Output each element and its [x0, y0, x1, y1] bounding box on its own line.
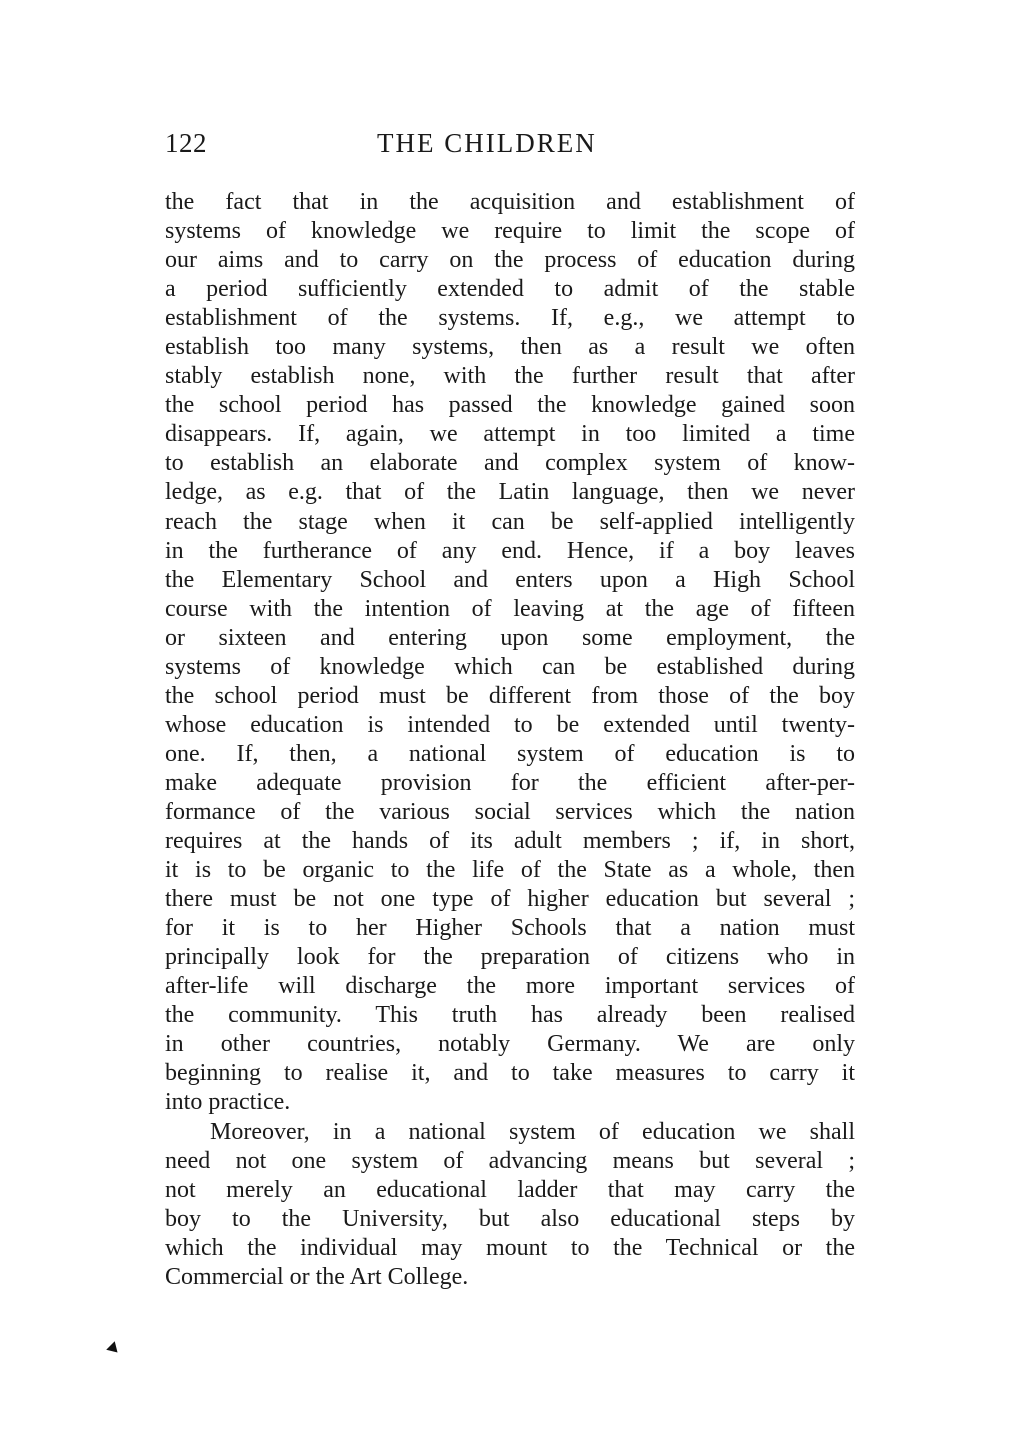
- text-line: which the individual may mount to the Technical or the: [165, 1234, 855, 1261]
- arrow-marker-icon: [106, 1341, 122, 1357]
- text-line: requires at the hands of its adult members ; if, in short,: [165, 828, 855, 855]
- body-text: [165, 188, 855, 1292]
- text-line: the Elementary School and enters upon a High School: [165, 566, 855, 593]
- text-line: establishment of the systems. If, e.g., we attempt to: [165, 305, 855, 332]
- text-line: the school period has passed the knowledge gained soon: [165, 392, 855, 419]
- text-line: one. If, then, a national system of education is to: [165, 740, 855, 767]
- paragraph-2: [165, 1118, 855, 1292]
- text-line: systems of knowledge which can be established during: [165, 653, 855, 680]
- text-line: it is to be organic to the life of the State as a whole, then: [165, 857, 855, 884]
- text-line: our aims and to carry on the process of education during: [165, 247, 855, 274]
- text-line: in the furtherance of any end. Hence, if a boy leaves: [165, 537, 855, 564]
- text-line: in other countries, notably Germany. We are only: [165, 1031, 855, 1058]
- text-line: or sixteen and entering upon some employment, the: [165, 624, 855, 651]
- text-line: formance of the various social services which the nation: [165, 798, 855, 825]
- text-line: need not one system of advancing means but several ;: [165, 1147, 855, 1174]
- page-number: 122: [165, 128, 207, 158]
- text-line: course with the intention of leaving at the age of fifteen: [165, 595, 855, 622]
- running-title: THE CHILDREN: [377, 128, 597, 158]
- text-line: for it is to her Higher Schools that a nation must: [165, 915, 855, 942]
- text-line: Moreover, in a national system of education we shall: [210, 1118, 855, 1145]
- text-line: to establish an elaborate and complex system of know-: [165, 450, 855, 477]
- page-header: [165, 128, 855, 168]
- text-line: principally look for the preparation of citizens who in: [165, 944, 855, 971]
- text-line: establish too many systems, then as a result we often: [165, 334, 855, 361]
- text-line: not merely an educational ladder that may carry the: [165, 1176, 855, 1203]
- text-line: Commercial or the Art College.: [165, 1263, 469, 1290]
- text-line: whose education is intended to be extended until twenty-: [165, 711, 855, 738]
- text-line: beginning to realise it, and to take measures to carry it: [165, 1060, 855, 1087]
- text-line: stably establish none, with the further result that after: [165, 363, 855, 390]
- text-line: into practice.: [165, 1089, 291, 1116]
- text-line: a period sufficiently extended to admit of the stable: [165, 276, 855, 303]
- text-line: the fact that in the acquisition and establishment of: [165, 189, 855, 215]
- text-line: reach the stage when it can be self-applied intelligently: [165, 508, 855, 535]
- text-line: after-life will discharge the more important services of: [165, 973, 855, 1000]
- text-line: make adequate provision for the efficient after-per-: [165, 769, 855, 796]
- text-line: the school period must be different from those of the boy: [165, 682, 855, 709]
- text-line: ledge, as e.g. that of the Latin language, then we never: [165, 479, 855, 506]
- text-line: boy to the University, but also educational steps by: [165, 1205, 855, 1232]
- text-line: disappears. If, again, we attempt in too limited a time: [165, 421, 855, 448]
- text-line: there must be not one type of higher education but several ;: [165, 886, 855, 913]
- text-line: the community. This truth has already been realised: [165, 1002, 855, 1029]
- text-line: systems of knowledge we require to limit the scope of: [165, 218, 855, 245]
- paragraph-1: [165, 188, 855, 1118]
